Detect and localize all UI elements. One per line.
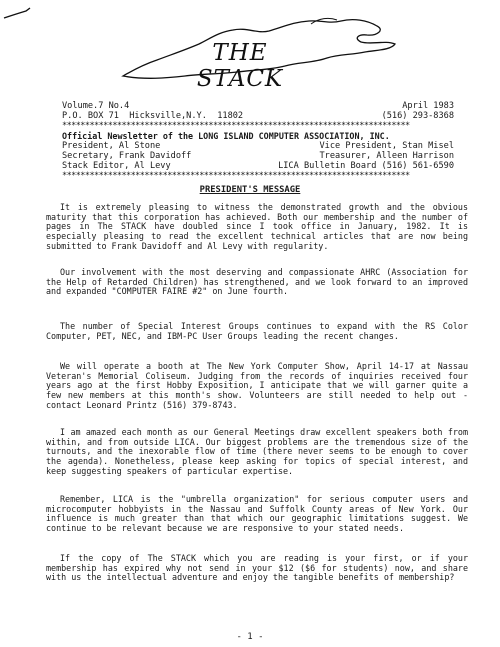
officer-left: President, Al Stone <box>62 141 161 151</box>
newsletter-title: Official Newsletter of the LONG ISLAND COMPUTER ASSOCIATION, INC. <box>62 131 390 141</box>
mailing-address: P.O. BOX 71 Hicksville,N.Y. 11802 <box>62 111 244 121</box>
star-divider-bottom: **************************************************************************** <box>62 171 410 181</box>
article-heading: PRESIDENT'S MESSAGE <box>199 185 301 195</box>
officer-left: Secretary, Frank Davidoff <box>62 151 192 161</box>
page-number: - 1 - <box>236 632 264 642</box>
officer-right: Treasurer, Alleen Harrison <box>319 151 454 161</box>
star-divider-top: **************************************************************************** <box>62 121 410 131</box>
masthead-title: THE STACK <box>196 40 284 92</box>
article-paragraph: We will operate a booth at The New York Computer Show, April 14-17 at Nassau Veteran's Memorial Coliseum. Judging from the records of inquiries received four years ago at the first Hobby Exposition, I anticipate that we will garner quite a few new members at this month's show. Volunteers are still needed to help out - contact Leonard Printz (516) 379-8743. <box>46 361 468 410</box>
phone-number: (516) 293-8368 <box>381 111 454 121</box>
article-paragraph: If the copy of The STACK which you are reading is your first, or if your membership has expired why not send in your $12 ($6 for students) now, and share with us the intellectual adventure and enjoy the tangible benefits of membership? <box>46 553 468 583</box>
officer-right: LICA Bulletin Board (516) 561-6590 <box>278 161 454 171</box>
article-paragraph: The number of Special Interest Groups continues to expand with the RS Color Computer, PET, NEC, and IBM-PC User Groups leading the recent changes. <box>46 321 468 341</box>
article-paragraph: Our involvement with the most deserving and compassionate AHRC (Association for the Help of Retarded Children) has strengthened, and we look forward to an improved and expanded "COMPUTER FAIRE #2" on June fourth. <box>46 267 468 297</box>
article-paragraph: It is extremely pleasing to witness the demonstrated growth and the obvious maturity that this corporation has achieved. Both our membership and the number of pages in The STACK have doubled since I took office in January, 1982. It is especially pleasing to read the excellent technical articles that are now being submitted to Frank Davidoff and Al Levy with regularity. <box>46 202 468 251</box>
officer-right: Vice President, Stan Misel <box>319 141 454 151</box>
corner-pen-mark <box>2 2 42 24</box>
volume-number: Volume.7 No.4 <box>62 101 130 111</box>
article-paragraph: Remember, LICA is the "umbrella organization" for serious computer users and microcomputer hobbyists in the Nassau and Suffolk County areas of New York. Our influence is much greater than that which our geographic limitations suggest. We continue to be relevant because we are responsive to your stated needs. <box>46 494 468 534</box>
officer-left: Stack Editor, Al Levy <box>62 161 171 171</box>
article-paragraph: I am amazed each month as our General Meetings draw excellent speakers both from within, and from outside LICA. Our biggest problems are the tremendous size of the turnouts, and the inexorable flow of time (there never seems to be enough to cover the agenda). Nonetheless, please keep asking for topics of special interest, and keep suggesting speakers of particular expertise. <box>46 427 468 476</box>
issue-date: April 1983 <box>402 101 454 111</box>
